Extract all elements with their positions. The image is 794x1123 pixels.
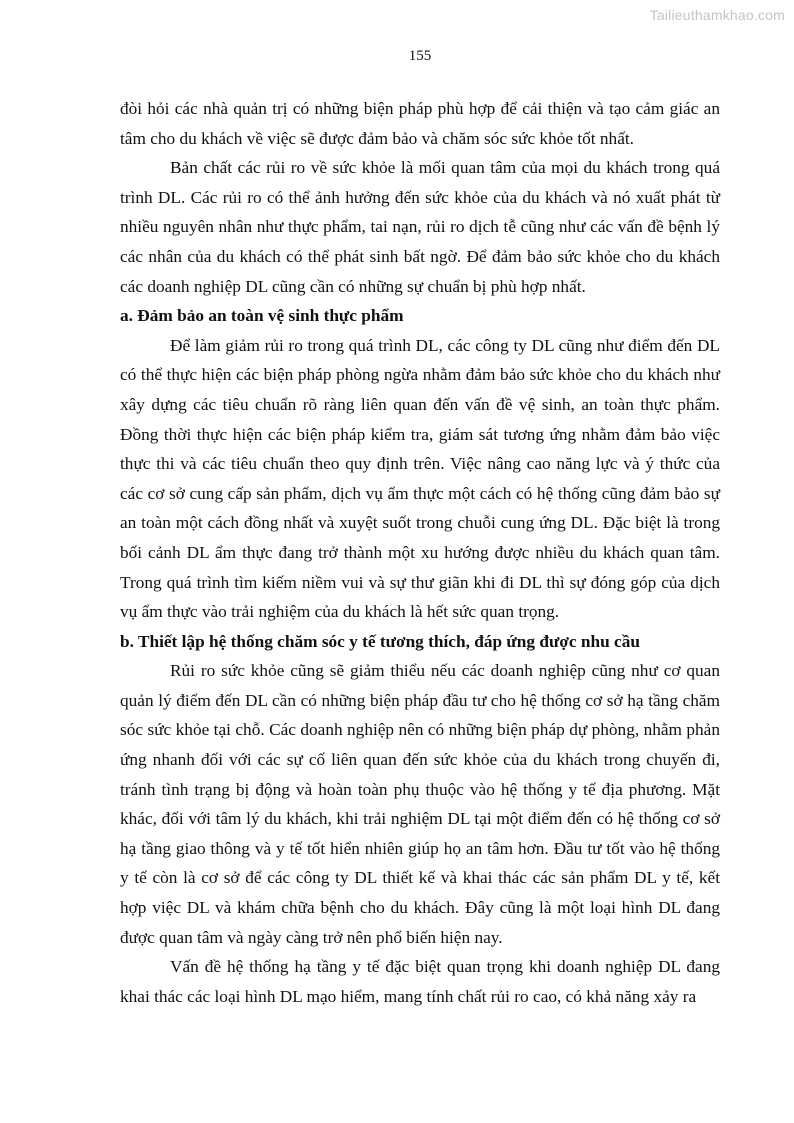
watermark-text: Tailieuthamkhao.com	[649, 7, 785, 23]
paragraph-infrastructure: Vấn đề hệ thống hạ tầng y tế đặc biệt quan trọng khi doanh nghiệp DL đang khai thác các loại hình DL mạo hiểm, mang tính chất rủi ro cao, có khả năng xảy ra	[120, 957, 720, 1006]
paragraph-medical-care: Rủi ro sức khỏe cũng sẽ giảm thiểu nếu các doanh nghiệp cũng như cơ quan quản lý điểm đến DL cần có những biện pháp đầu tư cho hệ thống cơ sở hạ tầng chăm sóc sức khỏe tại chỗ. Các doanh nghiệp nên có những biện pháp dự phòng, nhằm phản ứng nhanh đối với các sự cố liên quan đến sức khỏe của du khách trong chuyến đi, tránh tình trạng bị động và hoàn toàn phụ thuộc vào hệ thống y tế địa phương. Mặt khác, đối với tâm lý du khách, khi trải nghiệm DL tại một điểm đến có hệ thống cơ sở hạ tầng giao thông và y tế tốt hiển nhiên giúp họ an tâm hơn. Đầu tư tốt vào hệ thống y tế còn là cơ sở để các công ty DL thiết kế và khai thác các sản phẩm DL y tế, kết hợp việc DL và khám chữa bệnh cho du khách. Đây cũng là một loại hình DL đang được quan tâm và ngày càng trở nên phổ biến hiện nay.	[120, 661, 720, 947]
document-body	[120, 94, 720, 1011]
section-heading-a: a. Đảm bảo an toàn vệ sinh thực phẩm	[120, 306, 404, 326]
paragraph-food-safety: Để làm giảm rủi ro trong quá trình DL, các công ty DL cũng như điểm đến DL có thể thực hiện các biện pháp phòng ngừa nhằm đảm bảo sức khỏe cho du khách như xây dựng các tiêu chuẩn rõ ràng liên quan đến vấn đề vệ sinh, an toàn thực phẩm. Đồng thời thực hiện các biện pháp kiểm tra, giám sát tương ứng nhằm đảm bảo việc thực thi và các tiêu chuẩn theo quy định trên. Việc nâng cao năng lực và ý thức của các cơ sở cung cấp sản phẩm, dịch vụ ẩm thực một cách có hệ thống cũng đảm bảo sự an toàn một cách đồng nhất và xuyệt suốt trong chuỗi cung ứng DL. Đặc biệt là trong bối cảnh DL ẩm thực đang trở thành một xu hướng được nhiều du khách quan tâm. Trong quá trình tìm kiếm niềm vui và sự thư giãn khi đi DL thì sự đóng góp của dịch vụ ẩm thực vào trải nghiệm của du khách là hết sức quan trọng.	[120, 335, 720, 622]
page-number: 155	[408, 48, 432, 64]
paragraph-continuation: đòi hỏi các nhà quản trị có những biện pháp phù hợp để cải thiện và tạo cảm giác an tâm cho du khách về việc sẽ được đảm bảo và chăm sóc sức khỏe tốt nhất.	[120, 99, 720, 148]
paragraph-health-risks: Bản chất các rủi ro về sức khỏe là mối quan tâm của mọi du khách trong quá trình DL. Các rủi ro có thể ảnh hưởng đến sức khỏe của du khách và nó xuất phát từ nhiều nguyên nhân như thực phẩm, tai nạn, rủi ro dịch tễ cũng như các vấn đề bệnh lý các nhân của du khách có thể phát sinh bất ngờ. Để đảm bảo sức khỏe cho du khách các doanh nghiệp DL cũng cần có những sự chuẩn bị phù hợp nhất.	[120, 158, 720, 296]
section-heading-b: b. Thiết lập hệ thống chăm sóc y tế tương thích, đáp ứng được nhu cầu	[120, 631, 640, 651]
